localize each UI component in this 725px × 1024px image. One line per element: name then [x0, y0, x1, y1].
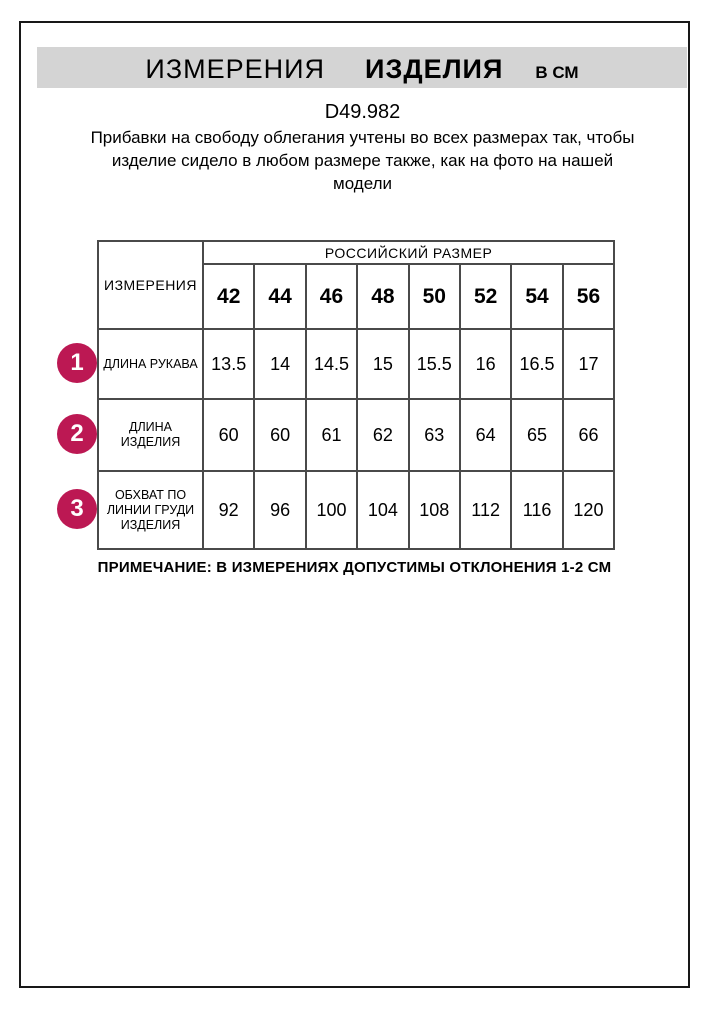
- tolerance-note: ПРИМЕЧАНИЕ: В ИЗМЕРЕНИЯХ ДОПУСТИМЫ ОТКЛОНЕНИЯ 1-2 СМ: [97, 559, 612, 576]
- cell-value: 64: [460, 399, 511, 471]
- cell-value: 60: [254, 399, 305, 471]
- title-unit-cm: В СМ: [535, 63, 579, 82]
- table-row-product-length: [98, 399, 614, 471]
- cell-value: 16.5: [511, 329, 562, 399]
- cell-value: 66: [563, 399, 614, 471]
- row-badge-2: 2: [57, 414, 97, 454]
- size-header-48: 48: [357, 264, 408, 329]
- row-badge-1: 1: [57, 343, 97, 383]
- cell-value: 14: [254, 329, 305, 399]
- cell-value: 62: [357, 399, 408, 471]
- row-label: ОБХВАТ ПО ЛИНИИ ГРУДИ ИЗДЕЛИЯ: [98, 471, 203, 549]
- model-code: D49.982: [324, 101, 401, 123]
- cell-value: 14.5: [306, 329, 357, 399]
- cell-value: 112: [460, 471, 511, 549]
- cell-value: 13.5: [203, 329, 254, 399]
- cell-value: 116: [511, 471, 562, 549]
- cell-value: 61: [306, 399, 357, 471]
- size-header-42: 42: [203, 264, 254, 329]
- size-table: [97, 240, 615, 550]
- size-header-46: 46: [306, 264, 357, 329]
- row-badge-3: 3: [57, 489, 97, 529]
- cell-value: 65: [511, 399, 562, 471]
- russian-size-header-cell: РОССИЙСКИЙ РАЗМЕР: [203, 241, 614, 264]
- cell-value: 17: [563, 329, 614, 399]
- table-row-sleeve-length: [98, 329, 614, 399]
- measurements-header-cell: ИЗМЕРЕНИЯ: [98, 241, 203, 329]
- cell-value: 16: [460, 329, 511, 399]
- cell-value: 15.5: [409, 329, 460, 399]
- title-measurements: ИЗМЕРЕНИЯ: [145, 54, 326, 84]
- cell-value: 15: [357, 329, 408, 399]
- table-header-group-row: [98, 241, 614, 264]
- size-header-52: 52: [460, 264, 511, 329]
- cell-value: 120: [563, 471, 614, 549]
- title-bar: [37, 47, 687, 88]
- size-header-54: 54: [511, 264, 562, 329]
- cell-value: 108: [409, 471, 460, 549]
- size-header-56: 56: [563, 264, 614, 329]
- cell-value: 104: [357, 471, 408, 549]
- fit-description: Прибавки на свободу облегания учтены во всех размерах так, чтобы изделие сидело в любом размере также, как на фото на нашей модели: [90, 128, 635, 193]
- size-header-44: 44: [254, 264, 305, 329]
- cell-value: 60: [203, 399, 254, 471]
- size-header-50: 50: [409, 264, 460, 329]
- cell-value: 96: [254, 471, 305, 549]
- cell-value: 100: [306, 471, 357, 549]
- size-table-wrapper: [57, 240, 615, 550]
- cell-value: 92: [203, 471, 254, 549]
- row-label: ДЛИНА РУКАВА: [98, 329, 203, 399]
- row-label: ДЛИНА ИЗДЕЛИЯ: [98, 399, 203, 471]
- cell-value: 63: [409, 399, 460, 471]
- table-row-chest-girth: [98, 471, 614, 549]
- title-product: ИЗДЕЛИЯ: [365, 54, 504, 84]
